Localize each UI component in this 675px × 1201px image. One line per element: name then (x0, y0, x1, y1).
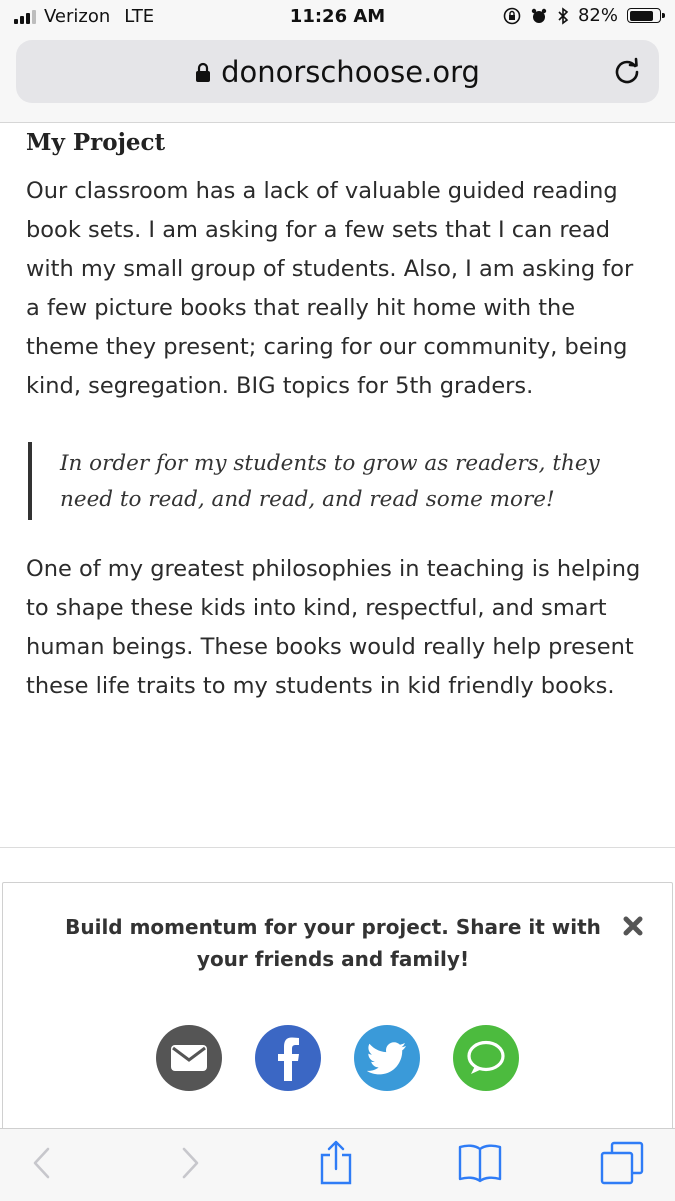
share-buttons (3, 1025, 672, 1091)
orientation-lock-icon (503, 7, 521, 25)
share-icon[interactable] (318, 1139, 354, 1185)
carrier-name: Verizon (44, 6, 111, 27)
section-title: My Project (26, 129, 166, 156)
project-quote: In order for my students to grow as readers, they need to read, and read, and read some more! (28, 442, 646, 520)
status-bar (0, 0, 675, 34)
battery-fill (630, 11, 654, 21)
back-icon[interactable] (30, 1145, 54, 1181)
address-bar[interactable] (16, 40, 659, 103)
status-right (503, 5, 661, 26)
forward-icon[interactable] (178, 1145, 202, 1181)
section-divider (0, 847, 675, 848)
network-type: LTE (124, 6, 155, 27)
tabs-icon[interactable] (600, 1141, 644, 1185)
facebook-icon (273, 1035, 303, 1081)
lock-icon (195, 62, 211, 82)
project-paragraph-2: One of my greatest philosophies in teaching is helping to shape these kids into kind, respectful, and smart human beings. These books would really help present these life traits to my students in kid friendly books. (26, 556, 641, 699)
share-facebook-button[interactable] (255, 1025, 321, 1091)
url-domain: donorschoose.org (221, 54, 480, 89)
alarm-icon (530, 7, 548, 25)
reload-icon[interactable] (611, 54, 643, 86)
clock: 11:26 AM (289, 6, 386, 27)
battery-percent: 82% (577, 5, 618, 26)
share-card (2, 882, 673, 1144)
bookmarks-icon[interactable] (457, 1143, 503, 1183)
share-message: Build momentum for your project. Share it with your friends and family! (65, 915, 601, 971)
browser-address-area (0, 34, 675, 123)
browser-toolbar (0, 1128, 675, 1201)
share-email-button[interactable] (156, 1025, 222, 1091)
speech-bubble-icon (465, 1039, 507, 1077)
bluetooth-icon (557, 7, 569, 25)
battery-icon (627, 8, 661, 23)
project-paragraph-1: Our classroom has a lack of valuable guided reading book sets. I am asking for a few sets that I can read with my small group of students. Also, I am asking for a few picture books that really hit home with the theme they present; caring for our community, being kind, segregation. BIG topics for 5th graders. (26, 178, 634, 399)
share-message-button[interactable] (453, 1025, 519, 1091)
close-icon[interactable] (622, 915, 644, 937)
twitter-icon (367, 1041, 407, 1075)
share-twitter-button[interactable] (354, 1025, 420, 1091)
envelope-icon (170, 1044, 208, 1072)
project-content (26, 122, 646, 706)
